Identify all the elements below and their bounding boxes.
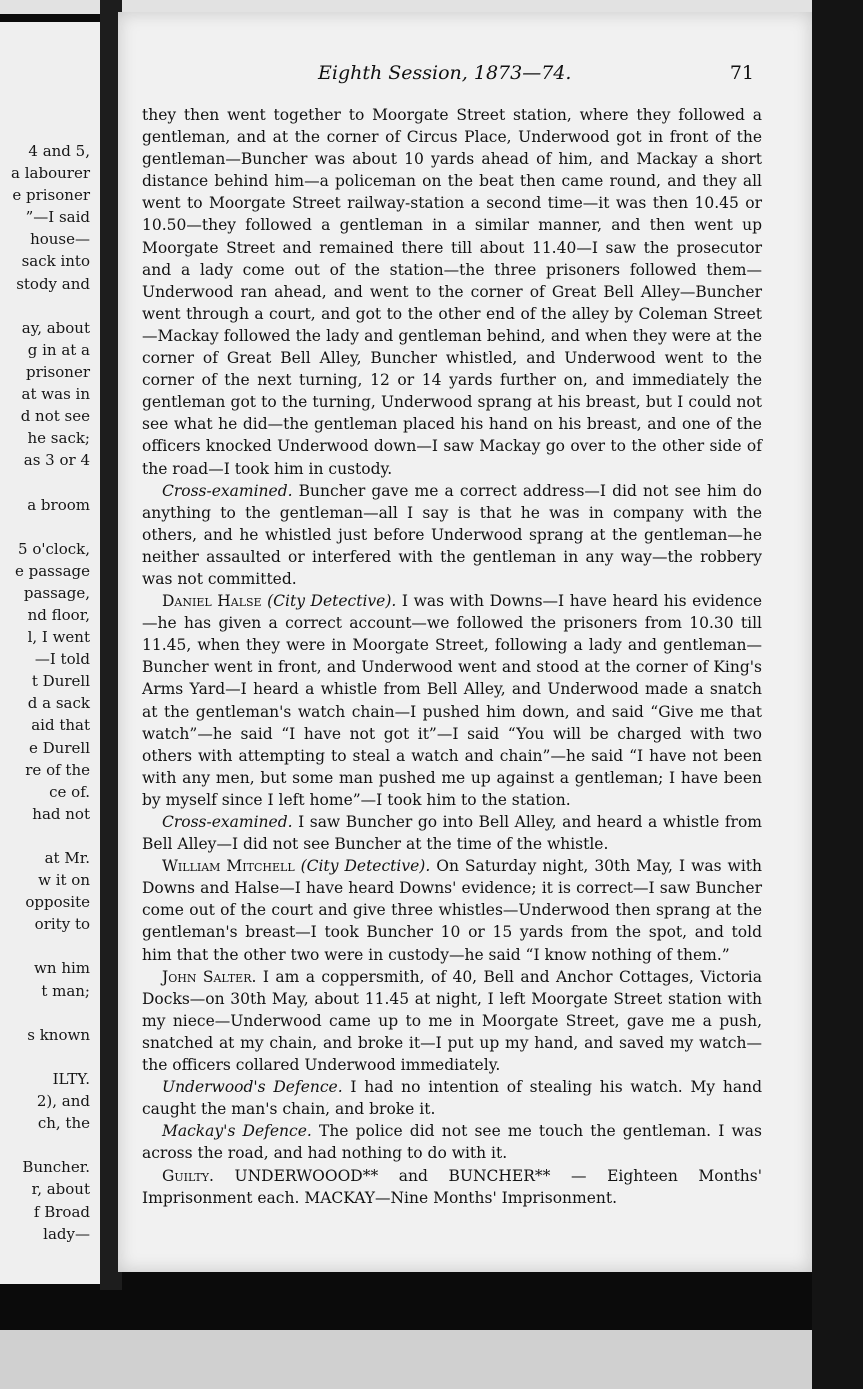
left-page-line [0, 1134, 90, 1156]
left-page-line: sack into [21, 252, 90, 271]
left-page-line: at was in [21, 385, 90, 404]
left-page-text [0, 140, 90, 1245]
left-page-line: ch, the [37, 1114, 90, 1133]
scan-bottom-edge [0, 1330, 863, 1389]
paragraph-text: The police did not see me touch the gentleman. I was across the road, and had nothing to do with it. [142, 1122, 762, 1163]
witness-role: (City Detective). [261, 592, 397, 611]
left-page-line: g in at a [27, 340, 90, 359]
body-paragraph [142, 590, 762, 811]
left-page-line: t man; [41, 981, 90, 1000]
left-page-line [0, 1046, 90, 1068]
left-page-line: 2), and [36, 1092, 90, 1111]
witness-name: John Salter. [162, 967, 257, 986]
left-page-line: house— [30, 230, 90, 249]
left-page-line: e prisoner [12, 186, 90, 205]
paragraph-text: I had no intention of stealing his watch. My hand caught the man's chain, and broke it. [142, 1078, 762, 1119]
body-paragraph [142, 811, 762, 855]
left-page-line: d not see [20, 407, 90, 426]
left-page-line: Buncher. [22, 1158, 90, 1177]
left-page-line: at Mr. [44, 849, 90, 867]
witness-name: William Mitchell [162, 857, 295, 876]
left-page-line: wn him [34, 959, 90, 978]
left-page-line: passage, [23, 583, 90, 602]
paragraph-text: I was with Downs—I have heard his evidence—he has given a correct account—we followed the prisoners from 10.30 till 11.45, when they were in Moorgate Street, following a lady and gentleman—Buncher went in front, and Underwood went and stood at the corner of King's Arms Yard—I heard a whistle from Bell Alley, and Underwood made a snatch at the gentleman's watch chain—I pushed him down, and said “Give me that watch”—he said “I have not got it”—I said “You will be charged with two others with attempting to steal a watch and chain”—he said “I have not been with any men, but some man pushed me up against a gentleman; I have been by myself since I left home”—I took him to the station. [142, 592, 763, 809]
left-page-line: ”—I said [25, 208, 90, 227]
body-paragraph [142, 480, 762, 590]
left-page-line: l, I went [27, 628, 90, 647]
left-page-line: he sack; [27, 429, 90, 448]
left-page-line: ILTY. [52, 1069, 90, 1088]
left-page-line: as 3 or 4 [23, 451, 90, 470]
left-page-line: ay, about [21, 318, 90, 337]
left-page-line: nd floor, [27, 605, 90, 624]
witness-role: (City Detective). [294, 857, 431, 876]
left-page-line: a broom [27, 495, 90, 514]
left-page-line: w it on [38, 871, 90, 890]
scan-right-edge [812, 0, 863, 1389]
paragraph-lead: Cross-examined. [162, 481, 293, 500]
left-page-line: a labourer [11, 164, 90, 183]
left-page-line: re of the [25, 760, 90, 779]
left-page-line: t Durell [31, 672, 90, 691]
left-page-line: e Durell [29, 738, 90, 757]
left-page-line: e passage [14, 561, 90, 580]
page-number: 71 [729, 62, 754, 84]
paragraph-text: On Saturday night, 30th May, I was with Downs and Halse—I have heard Downs' evidence; it is correct—I saw Buncher come out of the court and give three whistles—Underwood then sprang at the gentleman's breast—I took Buncher 10 or 15 yards from the spot, and told him that the other two were in custody—he said “I know nothing of them.” [142, 857, 762, 964]
body-paragraph [142, 1120, 762, 1164]
left-page-line [0, 1002, 90, 1024]
paragraph-text: they then went together to Moorgate Street station, where they followed a gentleman, and at the corner of Circus Place, Underwood got in front of the gentleman—Buncher was about 10 yards ahead of him, and Mackay a short distance behind him—a policeman on the beat then came round, and they all went to Moorgate Street railway-station a second time—it was then 10.45 or 10.50—they followed a gentleman in a similar manner, and then went up Moorgate Street and remained there till about 11.40—I saw the prosecutor and a lady come out of the station—the three prisoners followed them—Underwood ran ahead, and went to the corner of Great Bell Alley—Buncher went through a court, and got to the other end of the alley by Coleman Street—Mackay followed the lady and gentleman behind, and when they were at the corner of Great Bell Alley, Buncher whistled, and Underwood went to the corner of the next turning, 12 or 14 yards further on, and immediately the gentleman got to the turning, Underwood sprang at his breast, but I could not see what he did—the gentleman placed his hand on his breast, and one of the officers knocked Underwood down—I saw Mackay go over to the other side of the road—I took him in custody. [142, 106, 762, 478]
running-header [118, 62, 812, 92]
paragraph-lead: Underwood's Defence. [162, 1078, 343, 1097]
left-page-line: lady— [43, 1224, 90, 1243]
left-page-line: r, about [31, 1180, 90, 1199]
left-page-line: 5 o'clock, [18, 539, 90, 558]
left-page-line: stody and [16, 274, 90, 293]
left-page-line: ority to [34, 915, 90, 934]
left-page-line: opposite [25, 893, 90, 912]
witness-name: Daniel Halse [162, 592, 262, 611]
body-text [142, 104, 762, 1209]
paragraph-text: I am a coppersmith, of 40, Bell and Anchor Cottages, Victoria Docks—on 30th May, about 11.45 at night, I left Moorgate Street station with my niece—Underwood came up to me in Moorgate Street, gave me a push, snatched at my chain, and broke it—I put up my hand, and saved my watch—the officers collared Underwood immediately. [142, 967, 762, 1075]
left-page-line [0, 295, 90, 317]
witness-name: Guilty. [162, 1166, 214, 1185]
body-paragraph [142, 1076, 762, 1120]
paragraph-text: I saw Buncher go into Bell Alley, and heard a whistle from Bell Alley—I did not see Buncher at the time of the whistle. [142, 813, 762, 854]
left-page-line: aid that [31, 716, 90, 735]
left-page-line [0, 825, 90, 847]
body-paragraph [142, 104, 762, 480]
left-page-line: had not [32, 804, 90, 823]
body-paragraph [142, 1165, 762, 1209]
left-page-line [0, 516, 90, 538]
right-page [118, 12, 812, 1272]
left-page-line: 4 and 5, [28, 142, 90, 160]
paragraph-text: UNDERWOOOD** and BUNCHER** — Eighteen Months' Imprisonment each. MACKAY—Nine Months' Imprisonment. [142, 1166, 762, 1207]
body-paragraph [142, 855, 762, 965]
paragraph-lead: Cross-examined. [162, 813, 293, 831]
left-page-line [0, 471, 90, 493]
left-page-line: f Broad [33, 1202, 90, 1221]
left-page-line: prisoner [25, 362, 90, 381]
paragraph-text: Buncher gave me a correct address—I did not see him do anything to the gentleman—all I say is that he was in company with the others, and he whistled just before Underwood sprang at the gentleman—he neither assaulted or interfered with the gentleman in any way—the robbery was not committed. [142, 481, 762, 588]
left-page-line: —I told [34, 650, 90, 669]
left-page-fragment [0, 22, 103, 1284]
paragraph-lead: Mackay's Defence. [162, 1122, 312, 1141]
left-page-line: d a sack [27, 694, 90, 713]
session-title: Eighth Session, 1873—74. [318, 62, 572, 84]
body-paragraph [142, 966, 762, 1076]
left-page-line [0, 935, 90, 957]
left-page-line: ce of. [49, 782, 90, 801]
left-page-line: s known [27, 1025, 90, 1044]
